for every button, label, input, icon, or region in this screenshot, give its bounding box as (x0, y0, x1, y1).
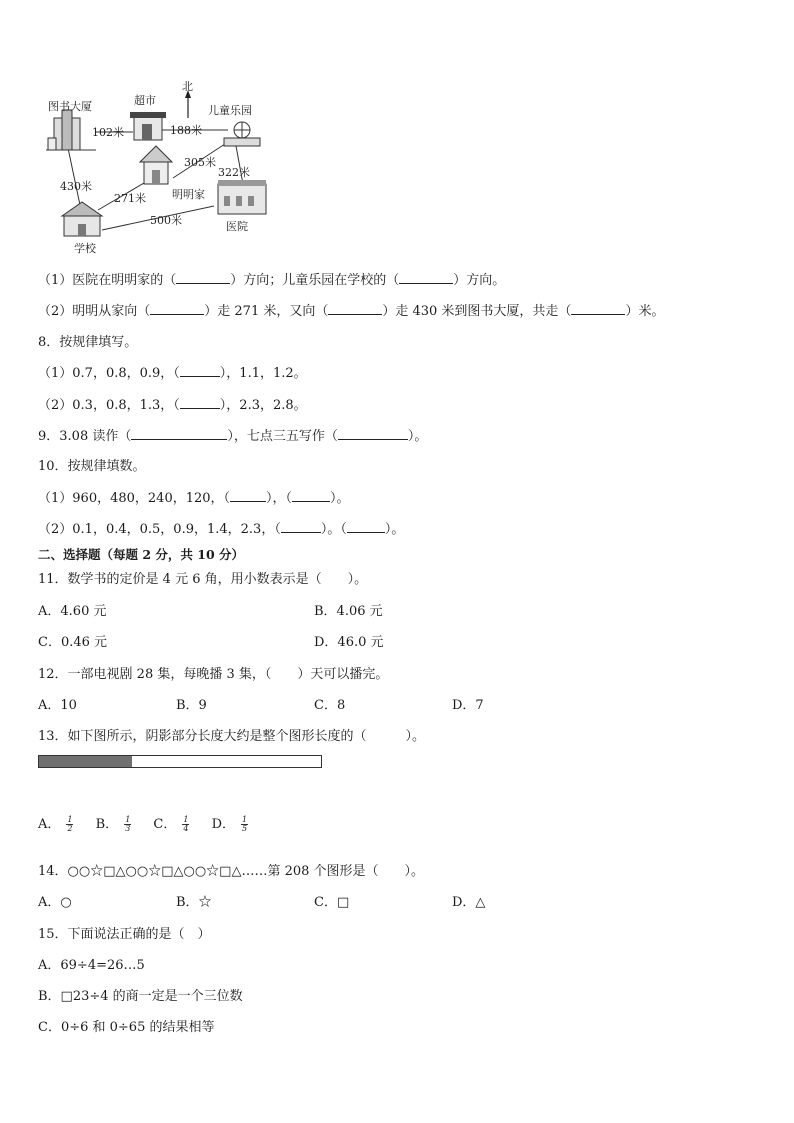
q10-part2: （2）0.1，0.4，0.5，0.9，1.4，2.3，（ ）。（ ）。 (38, 522, 405, 537)
map-label-supermarket: 超市 (134, 94, 156, 107)
section-heading: 二、选择题（每题 2 分，共 10 分） (38, 547, 245, 562)
q11-stem: 11．数学书的定价是 4 元 6 角，用小数表示是（ ）。 (38, 572, 368, 587)
q13-option-d[interactable]: D． $\frac{1}{5}$ (211, 815, 248, 833)
answer-blank[interactable] (180, 396, 220, 409)
map-label-home: 明明家 (172, 188, 205, 201)
q8-part1: （1）0.7，0.8，0.9，（ ），1.1，1.2。 (38, 366, 307, 381)
q12-option-d[interactable]: D．7 (452, 698, 484, 713)
q8-title: 8．按规律填写。 (38, 335, 138, 350)
fraction-one-fifth: $\frac{1}{5}$ (242, 815, 248, 833)
q15-option-c[interactable]: C．0÷6 和 0÷65 的结果相等 (38, 1020, 215, 1035)
q15-stem: 15．下面说法正确的是（ ） (38, 927, 211, 942)
map-label-hospital: 医院 (226, 220, 248, 233)
answer-blank[interactable] (571, 302, 625, 315)
q11-option-d[interactable]: D．46.0 元 (314, 635, 384, 650)
q8-part2: （2）0.3，0.8，1.3，（ ），2.3，2.8。 (38, 398, 307, 413)
answer-blank[interactable] (399, 271, 453, 284)
answer-blank[interactable] (150, 302, 204, 315)
distance-home-playground: 305米 (184, 156, 216, 169)
library-building-icon (46, 110, 96, 150)
q12-option-c[interactable]: C．8 (314, 698, 346, 713)
q13-option-b[interactable]: B． $\frac{1}{3}$ (95, 815, 131, 833)
answer-blank[interactable] (176, 271, 230, 284)
distance-library-supermarket: 102米 (92, 126, 124, 139)
answer-blank[interactable] (131, 427, 227, 440)
map-label-library: 图书大厦 (48, 100, 92, 113)
school-building-icon (62, 202, 102, 236)
playground-icon (224, 122, 260, 146)
q11-option-b[interactable]: B．4.06 元 (314, 604, 383, 619)
q12-option-a[interactable]: A．10 (38, 698, 77, 713)
q9: 9．3.08 读作（ ），七点三五写作（ ）。 (38, 429, 428, 444)
q14-stem: 14．○○☆□△○○☆□△○○☆□△……第 208 个图形是（ ）。 (38, 864, 425, 879)
answer-blank[interactable] (338, 427, 408, 440)
road-library-school (68, 148, 80, 205)
q13-stem: 13．如下图所示，阴影部分长度大约是整个图形长度的（ ）。 (38, 729, 426, 744)
q12-option-b[interactable]: B．9 (176, 698, 207, 713)
map-label-school: 学校 (74, 242, 96, 255)
fraction-one-half: $\frac{1}{2}$ (67, 815, 73, 833)
q7-part1: （1）医院在明明家的（ ）方向；儿童乐园在学校的（ ）方向。 (38, 273, 506, 288)
distance-playground-hospital: 322米 (218, 166, 250, 179)
fraction-bar-shaded-part (39, 756, 132, 767)
q11-option-c[interactable]: C．0.46 元 (38, 635, 108, 650)
map-north-label: 北 (182, 80, 193, 93)
distance-library-school: 430米 (60, 180, 92, 193)
fraction-one-quarter: $\frac{1}{4}$ (183, 815, 189, 833)
answer-blank[interactable] (281, 520, 321, 533)
distance-school-home: 271米 (114, 192, 146, 205)
direction-map (38, 80, 278, 256)
answer-blank[interactable] (230, 489, 266, 502)
distance-school-hospital: 500米 (150, 214, 182, 227)
map-label-playground: 儿童乐园 (208, 104, 252, 117)
q11-option-a[interactable]: A．4.60 元 (38, 604, 107, 619)
home-building-icon (140, 146, 172, 184)
q14-option-d[interactable]: D．△ (452, 895, 486, 910)
q7-part2: （2）明明从家向（ ）走 271 米，又向（ ）走 430 米到图书大厦，共走（ ）米。 (38, 304, 665, 319)
distance-supermarket-playground: 188米 (170, 124, 202, 137)
q12-stem: 12．一部电视剧 28 集，每晚播 3 集，（ ）天可以播完。 (38, 667, 389, 682)
q13-options (38, 812, 248, 838)
q15-option-b[interactable]: B．□23÷4 的商一定是一个三位数 (38, 989, 243, 1004)
answer-blank[interactable] (347, 520, 385, 533)
answer-blank[interactable] (180, 364, 220, 377)
q14-option-a[interactable]: A．○ (38, 895, 72, 910)
q13-option-a[interactable]: A． $\frac{1}{2}$ (38, 815, 73, 833)
q10-part1: （1）960，480，240，120，（ ），（ ）。 (38, 491, 350, 506)
answer-blank[interactable] (328, 302, 382, 315)
answer-blank[interactable] (292, 489, 330, 502)
q15-option-a[interactable]: A．69÷4=26…5 (38, 958, 145, 973)
q13-option-c[interactable]: C． $\frac{1}{4}$ (153, 815, 189, 833)
q14-option-b[interactable]: B．☆ (176, 895, 212, 910)
fraction-one-third: $\frac{1}{3}$ (125, 815, 131, 833)
hospital-building-icon (218, 180, 266, 214)
fraction-bar (38, 755, 322, 768)
supermarket-building-icon (130, 112, 166, 140)
q14-option-c[interactable]: C．□ (314, 895, 350, 910)
q10-title: 10．按规律填数。 (38, 459, 146, 474)
